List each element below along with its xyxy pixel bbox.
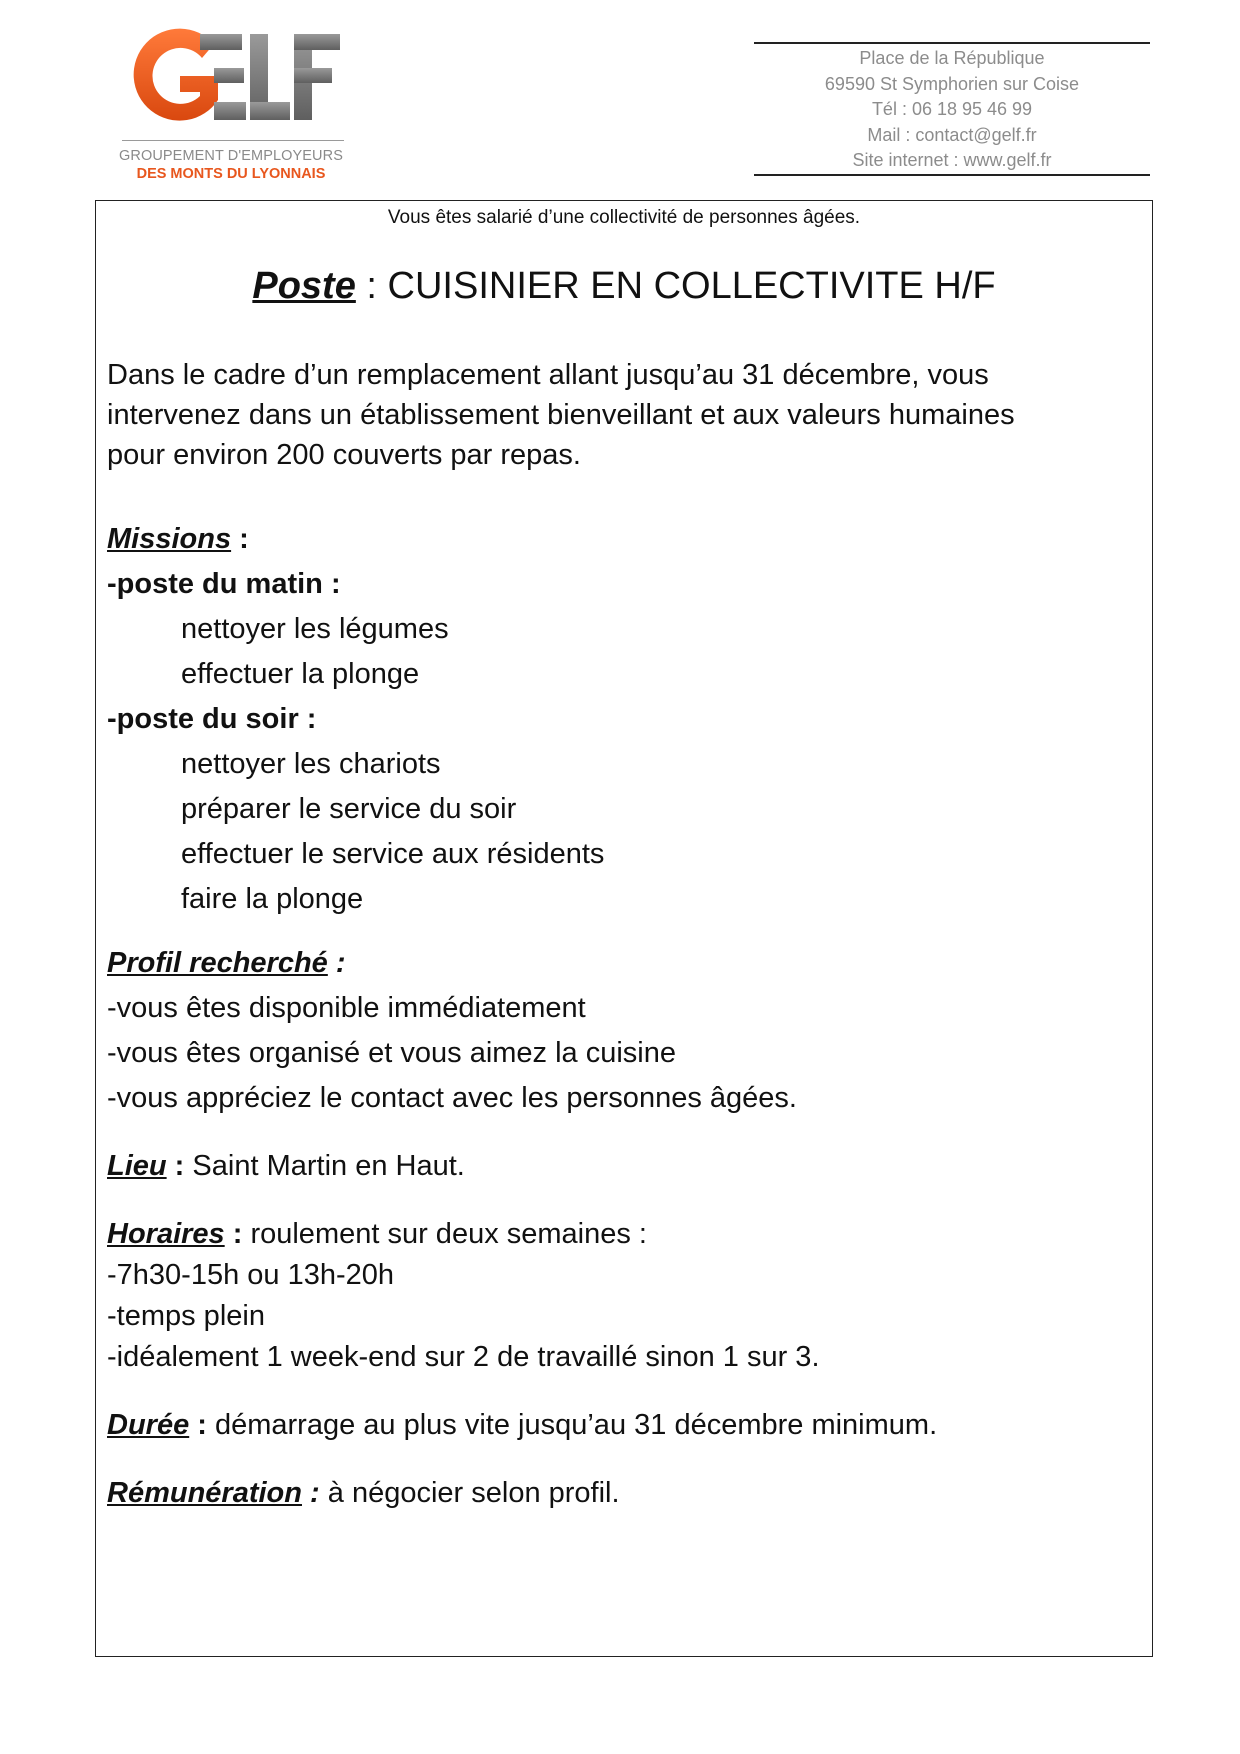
description-line: pour environ 200 couverts par repas. xyxy=(107,439,581,471)
gelf-logo-mark xyxy=(118,22,344,132)
remuneration-line xyxy=(107,1473,1137,1513)
evening-shift-label: -poste du soir : xyxy=(107,703,317,735)
missions-heading-suffix: : xyxy=(231,523,249,555)
lieu-sep: : xyxy=(166,1150,193,1182)
horaires-item: -7h30-15h ou 13h-20h xyxy=(107,1259,395,1291)
address-website: Site internet : www.gelf.fr xyxy=(852,150,1052,170)
logo-tagline-1: GROUPEMENT D'EMPLOYEURS xyxy=(119,148,343,164)
evening-task: nettoyer les chariots xyxy=(181,748,441,780)
job-title-sep: : xyxy=(355,265,388,307)
logo-divider xyxy=(122,140,344,141)
job-title-key: Poste xyxy=(252,265,356,307)
evening-task: faire la plonge xyxy=(181,883,364,915)
horaires-line xyxy=(107,1214,1137,1254)
address-city: 69590 St Symphorien sur Coise xyxy=(824,73,1080,94)
remuneration-value: à négocier selon profil. xyxy=(327,1477,620,1509)
missions-heading-line xyxy=(107,519,1137,559)
job-title-value: CUISINIER EN COLLECTIVITE H/F xyxy=(387,265,996,307)
horaires-item: -idéalement 1 week-end sur 2 de travaillé sinon 1 sur 3. xyxy=(107,1341,820,1373)
profil-heading-suffix: : xyxy=(327,947,346,979)
profil-item: -vous êtes organisé et vous aimez la cuisine xyxy=(107,1037,677,1069)
address-street: Place de la République xyxy=(859,48,1045,68)
morning-task: effectuer la plonge xyxy=(181,658,420,690)
horaires-value: roulement sur deux semaines : xyxy=(250,1218,647,1250)
address-block xyxy=(754,42,1150,176)
duree-heading: Durée xyxy=(107,1409,190,1441)
gelf-logo xyxy=(118,22,344,187)
remuneration-sep: : xyxy=(301,1477,328,1509)
address-phone: Tél : 06 18 95 46 99 xyxy=(871,99,1033,119)
lieu-heading: Lieu xyxy=(107,1150,167,1182)
lieu-value: Saint Martin en Haut. xyxy=(192,1150,465,1182)
horaires-heading: Horaires xyxy=(107,1218,225,1250)
profil-heading-line xyxy=(107,943,1137,983)
duree-sep: : xyxy=(189,1409,215,1441)
evening-task: effectuer le service aux résidents xyxy=(181,838,605,870)
intro-text: Vous êtes salarié d’une collectivité de personnes âgées. xyxy=(387,207,861,228)
horaires-item: -temps plein xyxy=(107,1300,265,1332)
horaires-sep: : xyxy=(224,1218,251,1250)
address-mail: Mail : contact@gelf.fr xyxy=(867,124,1037,145)
profil-item: -vous êtes disponible immédiatement xyxy=(107,992,586,1024)
profil-heading: Profil recherché xyxy=(107,947,328,979)
duree-value: démarrage au plus vite jusqu’au 31 décembre minimum. xyxy=(214,1409,938,1441)
missions-heading: Missions xyxy=(107,523,232,555)
description-line: Dans le cadre d’un remplacement allant jusqu’au 31 décembre, vous xyxy=(107,359,989,391)
profil-item: -vous appréciez le contact avec les personnes âgées. xyxy=(107,1082,797,1114)
job-offer-box xyxy=(95,200,1153,1657)
remuneration-heading: Rémunération xyxy=(107,1477,302,1509)
morning-shift-label: -poste du matin : xyxy=(107,568,341,600)
duree-line xyxy=(107,1405,1137,1445)
lieu-line xyxy=(107,1146,1137,1186)
morning-task: nettoyer les légumes xyxy=(181,613,449,645)
job-offer-content xyxy=(107,355,1137,1513)
job-title xyxy=(96,265,1152,308)
description-line: intervenez dans un établissement bienveillant et aux valeurs humaines xyxy=(107,399,1015,431)
logo-tagline-2: DES MONTS DU LYONNAIS xyxy=(136,166,326,182)
evening-task: préparer le service du soir xyxy=(181,793,517,825)
